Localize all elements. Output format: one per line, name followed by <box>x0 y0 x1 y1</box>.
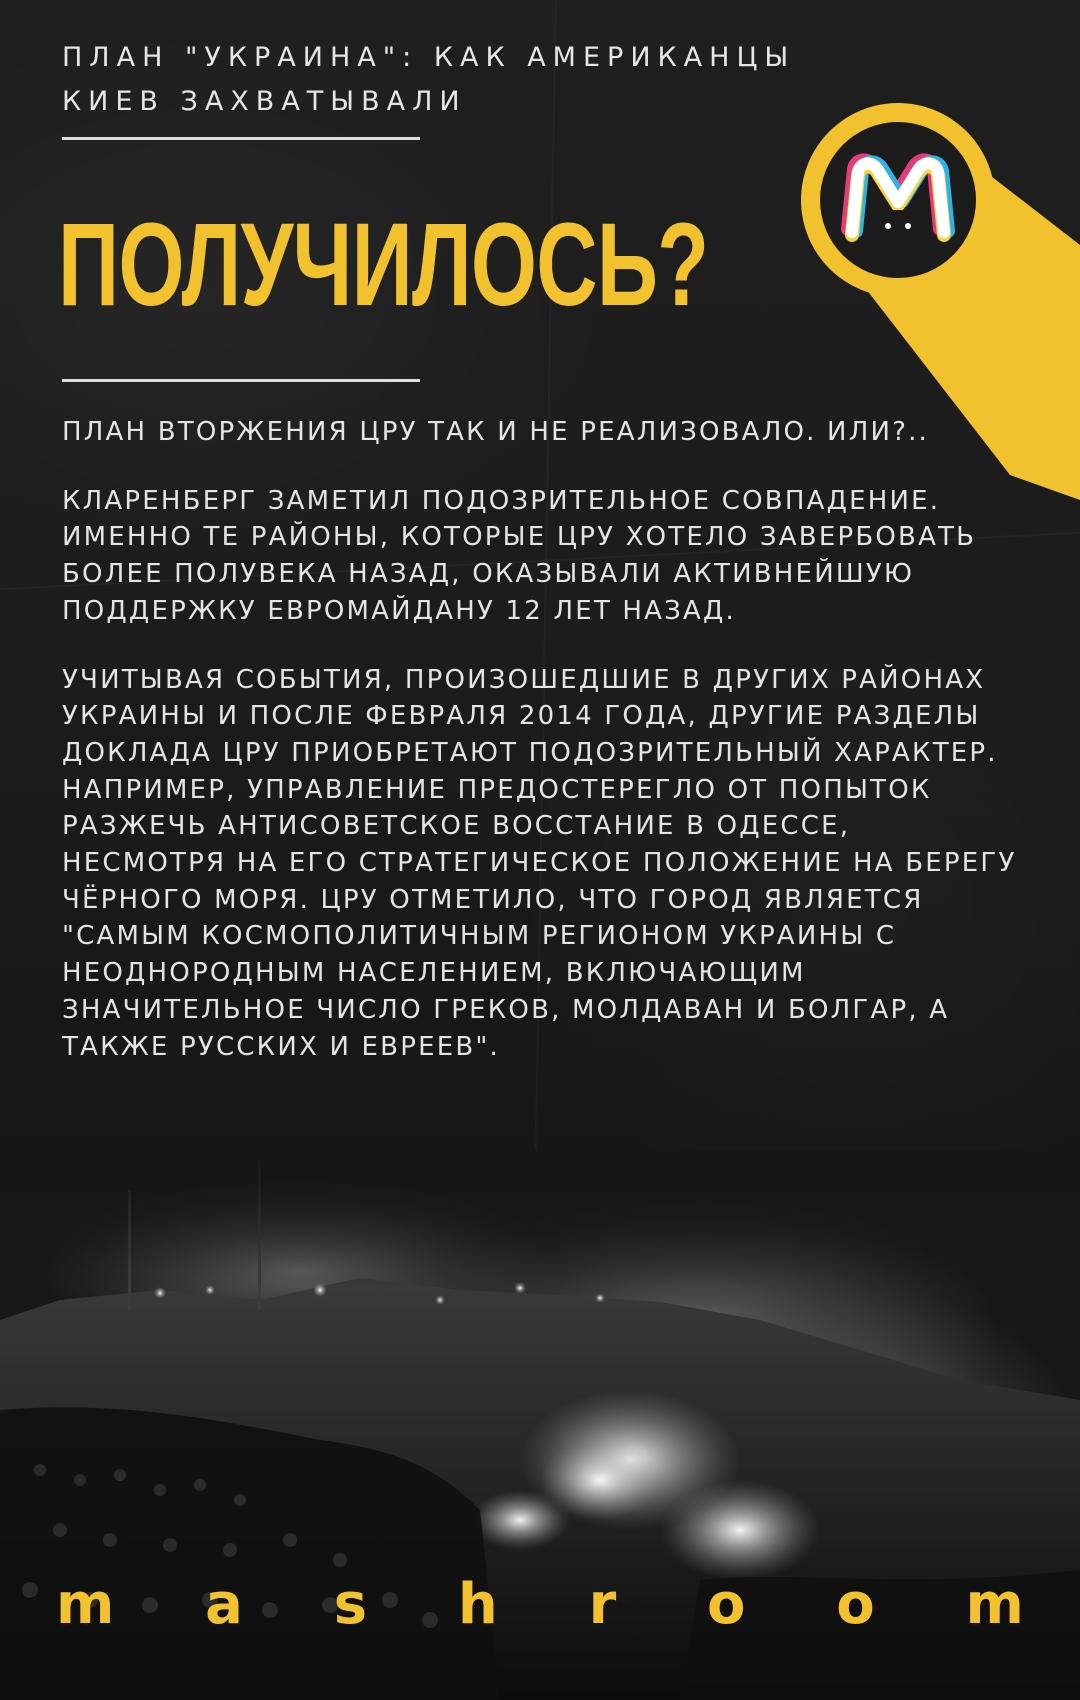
wordmark-letter: a <box>205 1572 243 1637</box>
wordmark-letter: s <box>333 1572 368 1637</box>
wordmark-letter: m <box>965 1572 1024 1637</box>
wordmark-letter: m <box>56 1572 115 1637</box>
wordmark-letter: o <box>836 1572 875 1637</box>
mashroom-logo <box>820 122 976 278</box>
paragraph-1: ПЛАН ВТОРЖЕНИЯ ЦРУ ТАК И НЕ РЕАЛИЗОВАЛО. ИЛИ?.. <box>62 417 930 447</box>
mashroom-wordmark <box>0 1572 1080 1642</box>
paragraph-3: УЧИТЫВАЯ СОБЫТИЯ, ПРОИЗОШЕДШИЕ В ДРУГИХ РАЙОНАХ УКРАИНЫ И ПОСЛЕ ФЕВРАЛЯ 2014 ГОДА, ДРУГИЕ РАЗДЕЛЫ ДОКЛАДА ЦРУ ПРИОБРЕТАЮТ ПОДОЗРИТЕЛЬНЫЙ ХАРАКТЕР. НАПРИМЕР, УПРАВЛЕНИЕ ПРЕДОСТЕРЕГЛО ОТ ПОПЫТОК РАЗЖЕЧЬ АНТИСОВЕТСКОЕ ВОССТАНИЕ В ОДЕССЕ, НЕСМОТРЯ НА ЕГО СТРАТЕГИЧЕСКОЕ ПОЛОЖЕНИЕ НА БЕРЕГУ ЧЁРНОГО МОРЯ. ЦРУ ОТМЕТИЛО, ЧТО ГОРОД ЯВЛЯЕТСЯ "САМЫМ КОСМОПОЛИТИЧНЫМ РЕГИОНОМ УКРАИНЫ С НЕОДНОРОДНЫМ НАСЕЛЕНИЕМ, ВКЛЮЧАЮЩИМ ЗНАЧИТЕЛЬНОЕ ЧИСЛО ГРЕКОВ, МОЛДАВАН И БОЛГАР, А ТАКЖЕ РУССКИХ И ЕВРЕЕВ". <box>62 664 1017 1062</box>
divider-top <box>62 137 420 140</box>
wordmark-letter: o <box>706 1572 746 1637</box>
divider-bottom <box>62 379 420 382</box>
subtitle-line-1: ПЛАН "УКРАИНА": КАК АМЕРИКАНЦЫ <box>62 42 796 73</box>
article-body <box>62 414 1022 1065</box>
mashroom-m-logo-icon <box>838 150 958 250</box>
article-subtitle <box>62 36 882 124</box>
headline: ПОЛУЧИЛОСЬ? <box>58 199 709 331</box>
wordmark-letter: r <box>588 1572 617 1637</box>
subtitle-line-2: КИЕВ ЗАХВАТЫВАЛИ <box>62 86 467 117</box>
wordmark-letter: h <box>457 1572 498 1637</box>
paragraph-2: КЛАРЕНБЕРГ ЗАМЕТИЛ ПОДОЗРИТЕЛЬНОЕ СОВПАДЕНИЕ. ИМЕННО ТЕ РАЙОНЫ, КОТОРЫЕ ЦРУ ХОТЕЛО ЗАВЕРБОВАТЬ БОЛЕЕ ПОЛУВЕКА НАЗАД, ОКАЗЫВАЛИ АКТИВНЕЙШУЮ ПОДДЕРЖКУ ЕВРОМАЙДАНУ 12 ЛЕТ НАЗАД. <box>62 485 977 626</box>
